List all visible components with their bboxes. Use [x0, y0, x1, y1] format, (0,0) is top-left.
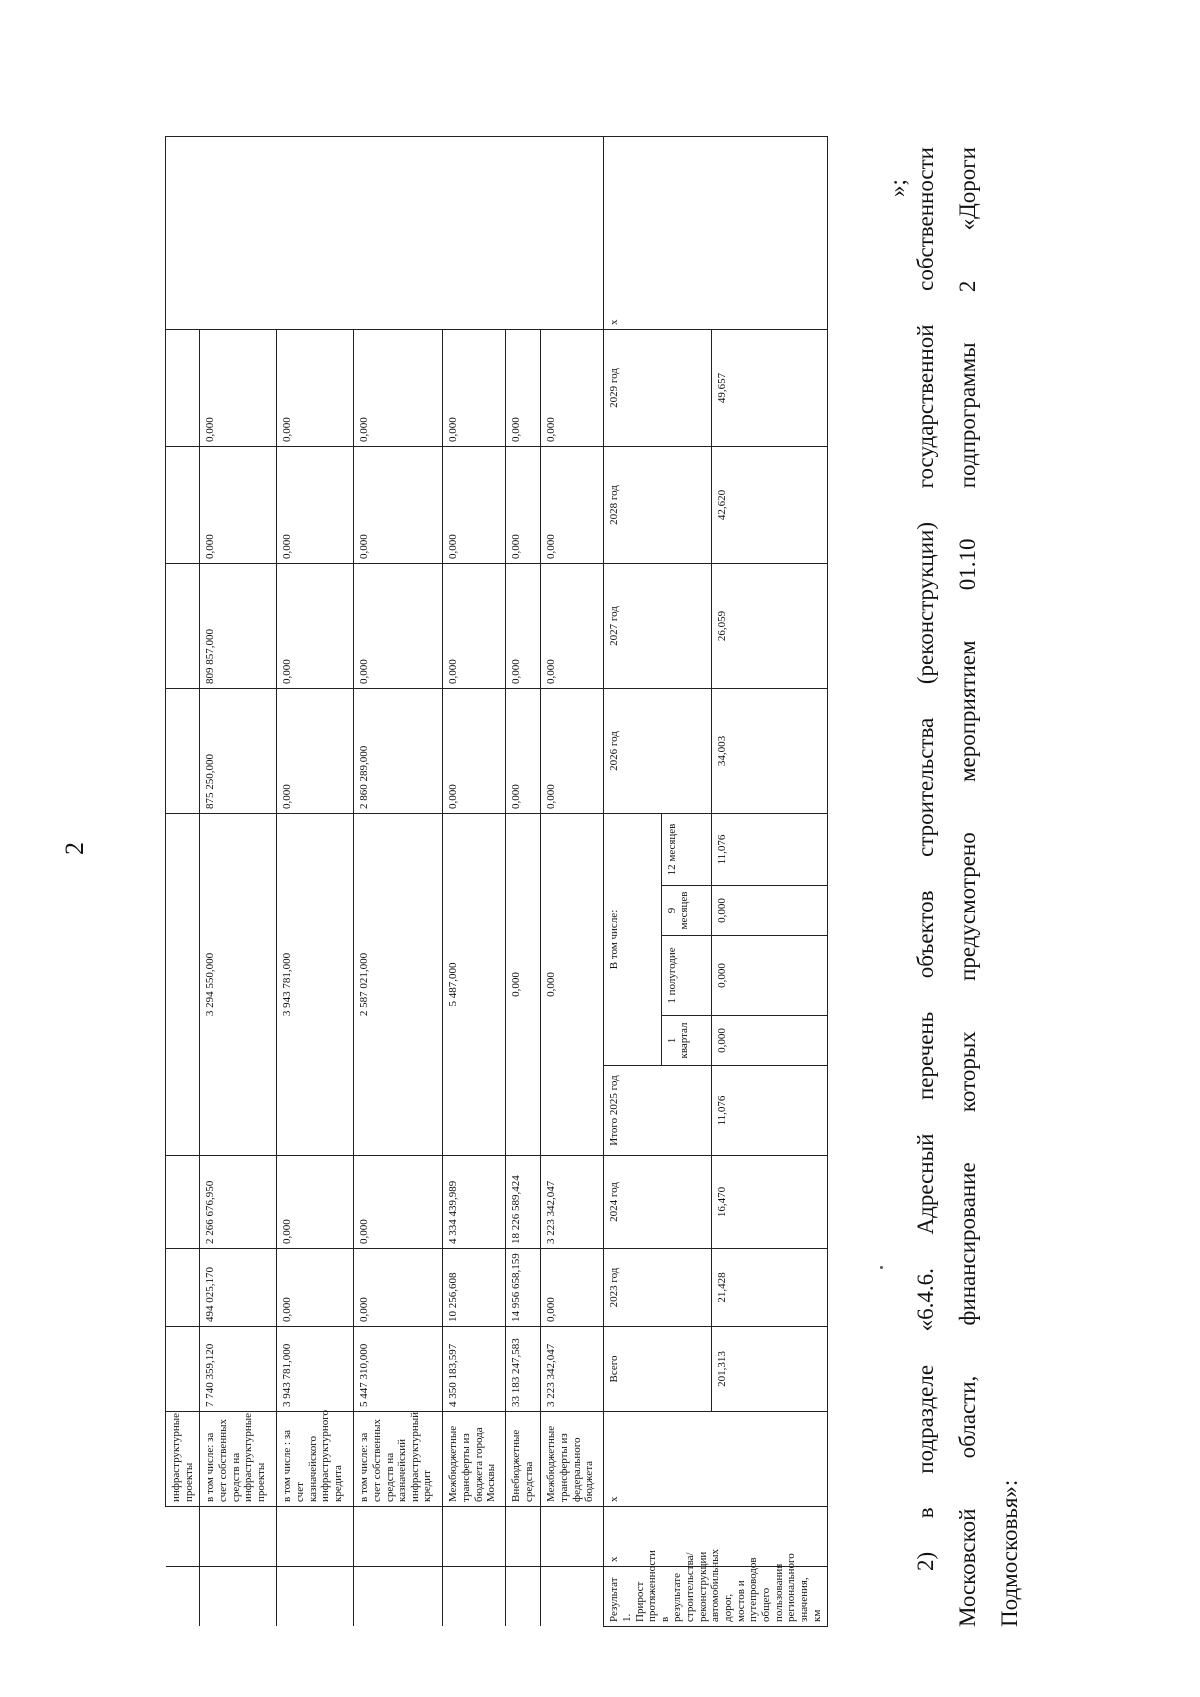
value-2028: 42,620: [712, 446, 828, 563]
closing-quote: »;: [885, 179, 910, 197]
cell-2023: 494 025,170: [200, 1249, 277, 1327]
table-row: [354, 136, 443, 1626]
value-h1: 0,000: [712, 936, 828, 1016]
cell-2029: 0,000: [506, 329, 541, 446]
row-label: в том числе: за счет собственных средств на казначейский инфраструктурный кредит: [354, 1412, 443, 1507]
table-row: [166, 136, 200, 1626]
cell-total: 7 740 359,120: [200, 1327, 277, 1412]
paragraph-line: Подмосковья»:: [997, 1479, 1022, 1627]
cell-2025: 0,000: [541, 813, 604, 1155]
scan-speck: [880, 1266, 883, 1269]
value-itogo-2025: 11,076: [712, 1066, 828, 1156]
cell-2027: 0,000: [506, 563, 541, 688]
value-2026: 34,003: [712, 688, 828, 813]
row-label: в том числе: за счет собственных средств на инфраструктурные проекты: [200, 1412, 277, 1507]
header-2028: 2028 год: [604, 446, 712, 563]
table-row: [277, 136, 354, 1626]
value-2023: 21,428: [712, 1249, 828, 1327]
cell-2025: 2 587 021,000: [354, 813, 443, 1155]
cell-total: 33 183 247,583: [506, 1327, 541, 1412]
result-x-cell: x: [604, 1507, 828, 1567]
value-2024: 16,470: [712, 1156, 828, 1249]
cell-2027: 0,000: [541, 563, 604, 688]
value-m9: 0,000: [712, 886, 828, 936]
table-row: [506, 136, 541, 1626]
table-row: [200, 136, 277, 1626]
cell-2026: 2 860 289,000: [354, 688, 443, 813]
value-2029: 49,657: [712, 329, 828, 446]
cell-total: 3 943 781,000: [277, 1327, 354, 1412]
table-row: [541, 136, 604, 1626]
cell-total: 5 447 310,000: [354, 1327, 443, 1412]
header-2029: 2029 год: [604, 329, 712, 446]
cell-2026: 875 250,000: [200, 688, 277, 813]
cell-total: 3 223 342,047: [541, 1327, 604, 1412]
table-row: [443, 136, 506, 1626]
row-label: Внебюджетные средства: [506, 1412, 541, 1507]
cell-2026: 0,000: [541, 688, 604, 813]
cell-2028: 0,000: [443, 446, 506, 563]
paragraph-line: Московской области, финансирование которых предусмотрено мероприятием 01.10 подпрограммы 2 «Дороги: [955, 147, 980, 1627]
cell-2029: 0,000: [443, 329, 506, 446]
cell-2029: 0,000: [277, 329, 354, 446]
cell-2028: 0,000: [277, 446, 354, 563]
cell-2025: 5 487,000: [443, 813, 506, 1155]
cell-2025: 3 294 550,000: [200, 813, 277, 1155]
header-incl: В том числе:: [604, 813, 661, 1065]
cell-2023: 14 956 658,159: [506, 1249, 541, 1327]
cell-2028: 0,000: [354, 446, 443, 563]
header-q1: 1 квартал: [661, 1016, 711, 1066]
header-m12: 12 месяцев: [661, 813, 711, 885]
result-x-cell: x: [604, 1412, 828, 1507]
header-m9: 9 месяцев: [661, 886, 711, 936]
page-number: 2: [60, 842, 89, 855]
cell-2027: 0,000: [354, 563, 443, 688]
value-total: 201,313: [712, 1327, 828, 1412]
row-label: инфраструктурные проекты: [166, 1412, 200, 1507]
cell-2028: 0,000: [506, 446, 541, 563]
cell-2026: 0,000: [443, 688, 506, 813]
cell-2024: 0,000: [354, 1156, 443, 1249]
header-2024: 2024 год: [604, 1156, 712, 1249]
value-m12: 11,076: [712, 813, 828, 885]
header-2026: 2026 год: [604, 688, 712, 813]
row-label: в том числе : за счет казначейского инфраструктурного кредита: [277, 1412, 354, 1507]
cell-2024: 2 266 676,950: [200, 1156, 277, 1249]
value-2027: 26,059: [712, 563, 828, 688]
table-row: [604, 136, 661, 1626]
cell-2027: 0,000: [443, 563, 506, 688]
cell-2023: 10 256,608: [443, 1249, 506, 1327]
cell-2029: 0,000: [200, 329, 277, 446]
cell-2024: 3 223 342,047: [541, 1156, 604, 1249]
cell-2027: 809 857,000: [200, 563, 277, 688]
cell-2027: 0,000: [277, 563, 354, 688]
cell-2024: 0,000: [277, 1156, 354, 1249]
cell-2025: 0,000: [506, 813, 541, 1155]
result-label: Результат 1. Прирост протяженности в результате строительства/ реконструкции автомобильных дорог, мостов и путепроводов общего пользования регионального значения, км: [604, 1567, 828, 1627]
header-h1: 1 полугодие: [661, 936, 711, 1016]
header-total: Всего: [604, 1327, 712, 1412]
header-2023: 2023 год: [604, 1249, 712, 1327]
cell-total: 4 350 183,597: [443, 1327, 506, 1412]
cell-2025: 3 943 781,000: [277, 813, 354, 1155]
paragraph-line: 2) в подразделе «6.4.6. Адресный перечень объектов строительства (реконструкции) государственной собственности: [913, 147, 938, 1571]
amendment-paragraph: [905, 147, 1031, 1627]
table-row: [712, 136, 828, 1626]
cell-2026: 0,000: [277, 688, 354, 813]
result-x-cell: x: [604, 136, 828, 329]
cell-2023: 0,000: [541, 1249, 604, 1327]
cell-2023: 0,000: [277, 1249, 354, 1327]
row-label: Межбюджетные трансферты из федерального бюджета: [541, 1412, 604, 1507]
cell-2029: 0,000: [354, 329, 443, 446]
cell-2029: 0,000: [541, 329, 604, 446]
value-q1: 0,000: [712, 1016, 828, 1066]
cell-2023: 0,000: [354, 1249, 443, 1327]
cell-2024: 18 226 589,424: [506, 1156, 541, 1249]
funding-table: [165, 136, 828, 1627]
row-label: Межбюджетные трансферты из бюджета города Москвы: [443, 1412, 506, 1507]
cell-2024: 4 334 439,989: [443, 1156, 506, 1249]
cell-2028: 0,000: [200, 446, 277, 563]
cell-2026: 0,000: [506, 688, 541, 813]
header-itogo-2025: Итого 2025 год: [604, 1066, 712, 1156]
header-2027: 2027 год: [604, 563, 712, 688]
cell-2028: 0,000: [541, 446, 604, 563]
